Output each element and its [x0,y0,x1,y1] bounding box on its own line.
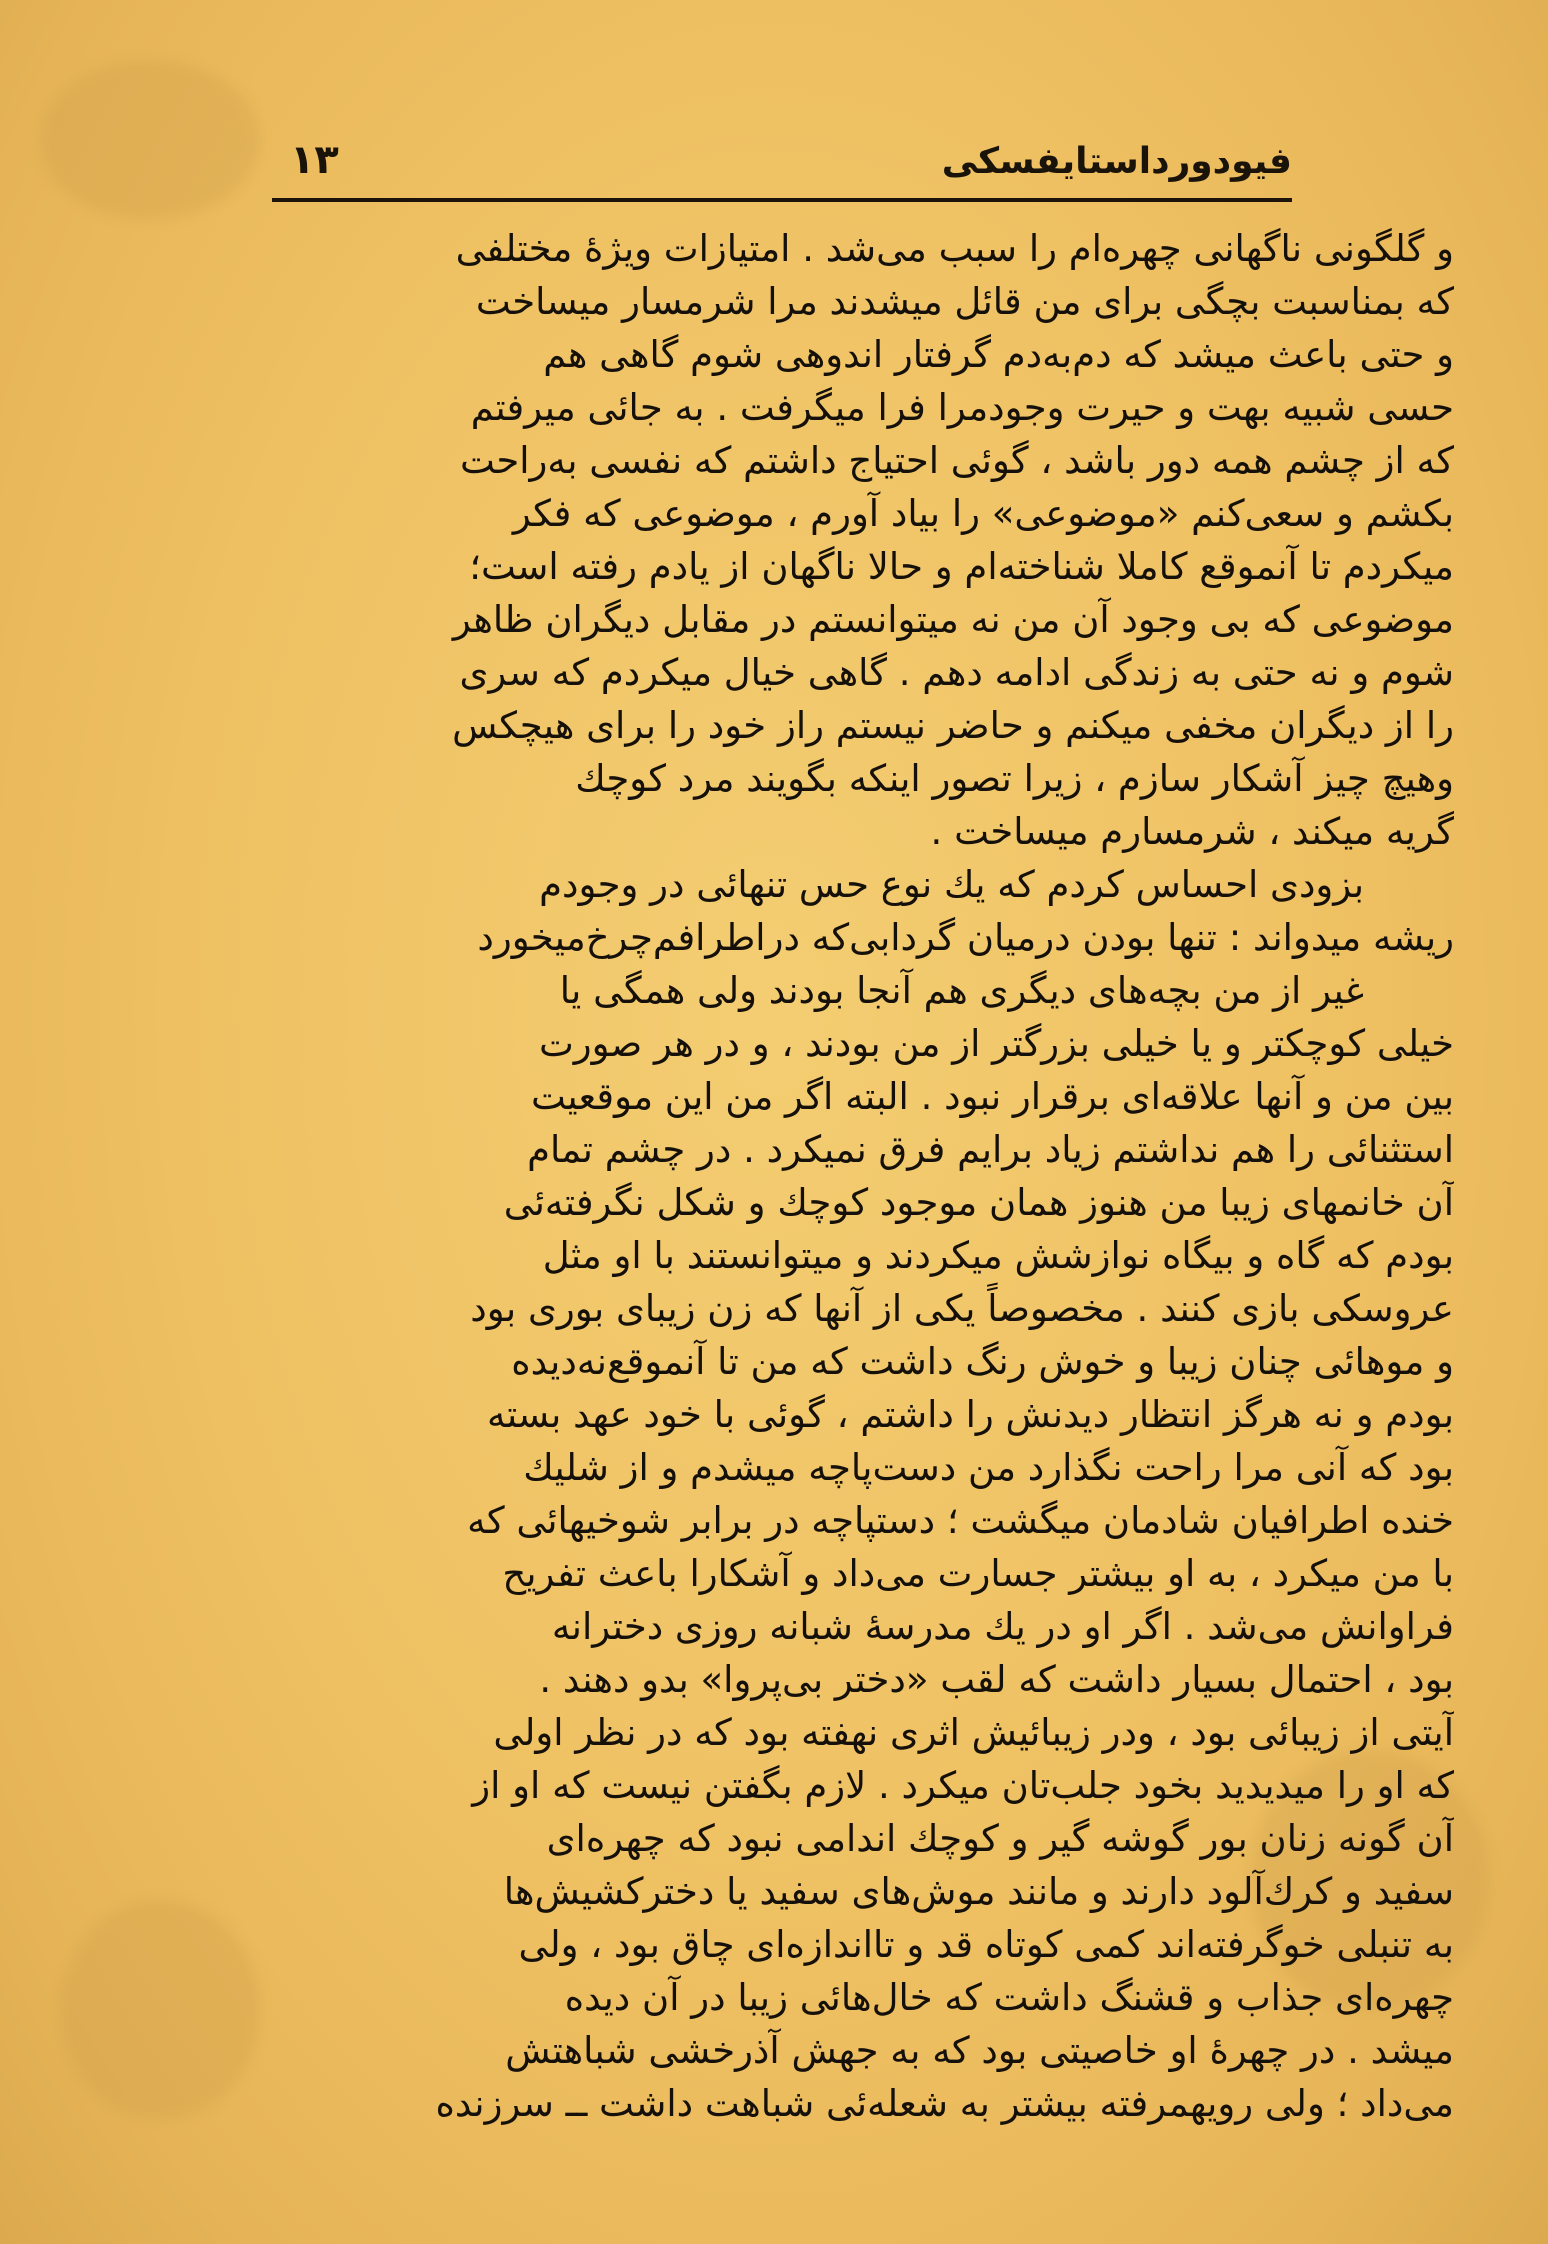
text-line: فراوانش می‌شد . اگر او در یك مدرسهٔ شبانه روزی دخترانه [551,1605,1454,1648]
text-line: و حتی باعث میشد که دم‌به‌دم گرفتار اندوهی شوم گاهی هم [543,333,1454,376]
text-line: بزودی احساس کردم که یك نوع حس تنهائی در وجودم [539,863,1364,906]
header-rule [272,198,1292,202]
text-line: می‌داد ؛ ولی رویهمرفته بیشتر به شعله‌ئی شباهت داشت ــ سرزنده [435,2082,1454,2125]
text-line: و گلگونی ناگهانی چهره‌ام را سبب می‌شد . امتیازات ویژهٔ مختلفی [455,227,1454,270]
text-line: خیلی کوچکتر و یا خیلی بزرگتر از من بودند ، و در هر صورت [538,1022,1454,1065]
text-line: میشد . در چهرهٔ او خاصیتی بود که به جهش آذرخشی شباهتش [505,2029,1454,2072]
text-line: آن خانمهای زیبا من هنوز همان موجود کوچك و شکل نگرفته‌ئی [503,1181,1454,1224]
text-line: و موهائی چنان زیبا و خوش رنگ داشت که من تا آنموقع‌نه‌دیده [511,1340,1454,1383]
text-line: عروسکی بازی کنند . مخصوصاً یکی از آنها که زن زیبای بوری بود [470,1287,1454,1330]
text-line: میکردم تا آنموقع کاملا شناخته‌ام و حالا ناگهان از یادم رفته است؛ [469,545,1454,588]
running-header [272,135,1292,195]
text-line: موضوعی که بی وجود آن من نه میتوانستم در مقابل دیگران ظاهر [452,598,1454,641]
paper-stain [40,60,260,220]
text-line: بود ، احتمال بسیار داشت که لقب «دختر بی‌پروا» بدو دهند . [539,1658,1454,1701]
text-line: سفید و کرك‌آلود دارند و مانند موش‌های سفید یا دخترکشیش‌ها [503,1870,1454,1913]
text-line: بود که آنی مرا راحت نگذارد من دست‌پاچه میشدم و از شلیك [523,1446,1454,1489]
text-line: با من میکرد ، به او بیشتر جسارت می‌داد و آشکارا باعث تفریح [502,1552,1454,1595]
text-line: شوم و نه حتی به زندگی ادامه دهم . گاهی خیال میکردم که سری [459,651,1454,694]
text-line: بودم و نه هرگز انتظار دیدنش را داشتم ، گوئی با خود عهد بسته [487,1393,1454,1436]
text-line: که بمناسبت بچگی برای من قائل میشدند مرا شرمسار میساخت [475,280,1454,323]
text-line: که او را میدیدید بخود جلب‌تان میکرد . لازم بگفتن نیست که او از [472,1764,1454,1807]
page-number: ۱۳ [290,137,339,183]
text-line: خنده اطرافیان شادمان میگشت ؛ دستپاچه در برابر شوخیهائی که [467,1499,1454,1542]
text-line: ریشه میدواند : تنها بودن درمیان گردابی‌که دراطرافم‌چرخ‌میخورد [477,916,1454,959]
text-line: را از دیگران مخفی میکنم و حاضر نیستم راز خود را برای هیچکس [452,704,1454,747]
text-line: وهیچ چیز آشکار سازم ، زیرا تصور اینکه بگویند مرد کوچك [575,757,1454,800]
text-line: که از چشم همه دور باشد ، گوئی احتیاج داشتم که نفسی به‌راحت [460,439,1454,482]
text-line: استثنائی را هم نداشتم زیاد برایم فرق نمیکرد . در چشم تمام [527,1128,1454,1171]
text-line: چهره‌ای جذاب و قشنگ داشت که خال‌هائی زیبا در آن دیده [564,1976,1454,2019]
text-line: گریه میکند ، شرمسارم میساخت . [930,810,1454,853]
header-title: فیودورداستایفسکی [941,141,1292,182]
paper-stain [60,1900,260,2120]
body-text [272,222,1454,2130]
text-line: آن گونه زنان بور گوشه گیر و کوچك اندامی نبود که چهره‌ای [546,1817,1454,1860]
text-line: غیر از من بچه‌های دیگری هم آنجا بودند ولی همگی یا [559,969,1364,1012]
text-line: به تنبلی خوگرفته‌اند کمی کوتاه قد و تااندازه‌ای چاق بود ، ولی [518,1923,1454,1966]
text-line: بودم که گاه و بیگاه نوازشش میکردند و میتوانستند با او مثل [542,1234,1454,1277]
text-line: حسی شبیه بهت و حیرت وجودمرا فرا میگرفت . به جائی میرفتم [470,386,1454,429]
text-line: بکشم و سعی‌کنم «موضوعی» را بیاد آورم ، موضوعی که فکر [512,492,1454,535]
text-line: آیتی از زیبائی بود ، ودر زیبائیش اثری نهفته بود که در نظر اولی [493,1711,1454,1754]
text-line: بین من و آنها علاقه‌ای برقرار نبود . البته اگر من این موقعیت [531,1075,1454,1118]
